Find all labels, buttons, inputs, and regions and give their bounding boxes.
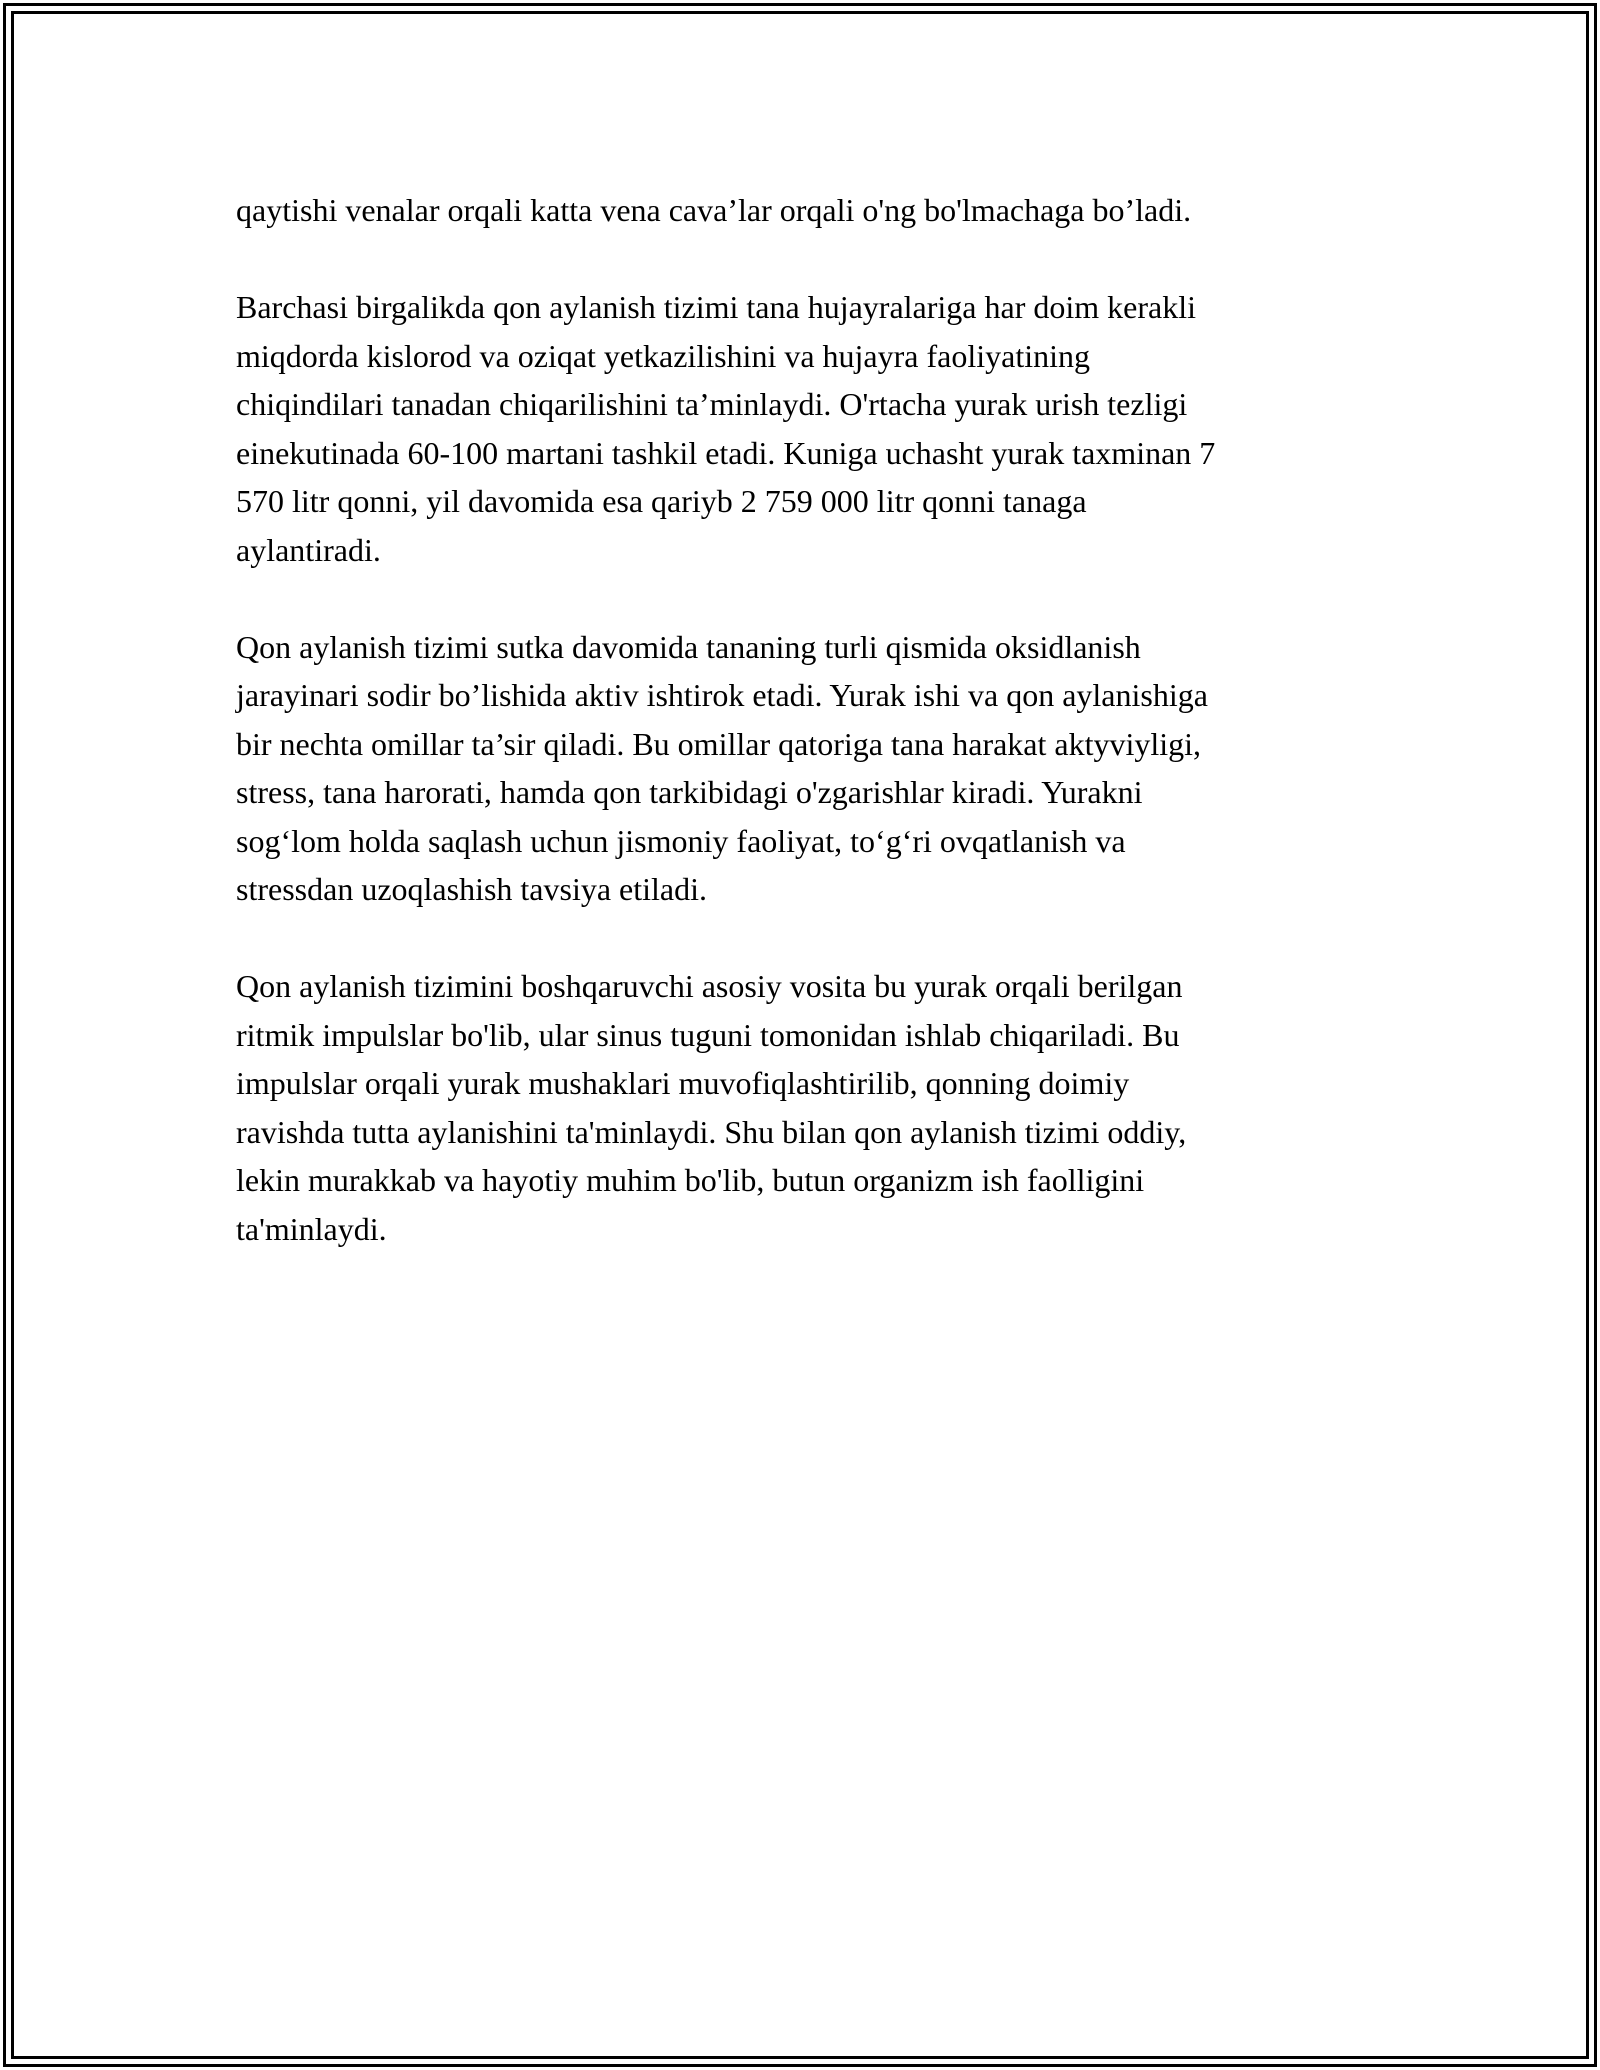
text-line: jarayinari sodir bo’lishida aktiv ishtirok etadi. Yurak ishi va qon aylanishiga <box>236 677 1208 713</box>
text-line: ta'minlaydi. <box>236 1210 387 1247</box>
text-line: stress, tana harorati, hamda qon tarkibidagi o'zgarishlar kiradi. Yurakni <box>236 774 1143 810</box>
text-line: Barchasi birgalikda qon aylanish tizimi tana hujayralariga har doim kerakli <box>236 289 1196 325</box>
document-body <box>236 186 1366 1302</box>
text-line: lekin murakkab va hayotiy muhim bo'lib, butun organizm ish faolligini <box>236 1162 1145 1198</box>
paragraph-4 <box>236 962 1366 1253</box>
text-line: qaytishi venalar orqali katta vena cava’lar orqali o'ng bo'lmachaga bo’ladi. <box>236 192 1192 228</box>
paragraph-2 <box>236 283 1366 574</box>
text-line: sog‘lom holda saqlash uchun jismoniy faoliyat, to‘g‘ri ovqatlanish va <box>236 822 1126 859</box>
text-line: stressdan uzoqlashish tavsiya etiladi. <box>236 871 708 907</box>
text-line: chiqindilari tanadan chiqarilishini ta’minlaydi. O'rtacha yurak urish tezligi <box>236 386 1188 422</box>
text-line: Qon aylanish tizimini boshqaruvchi asosiy vosita bu yurak orqali berilgan <box>236 968 1183 1004</box>
text-line: miqdorda kislorod va oziqat yetkazilishini va hujayra faoliyatining <box>236 337 1090 374</box>
text-line: 570 litr qonni, yil davomida esa qariyb 2 759 000 litr qonni tanaga <box>236 483 1087 519</box>
paragraph-3 <box>236 623 1366 914</box>
text-line: ritmik impulslar bo'lib, ular sinus tuguni tomonidan ishlab chiqariladi. Bu <box>236 1016 1180 1053</box>
text-line: bir nechta omillar ta’sir qiladi. Bu omillar qatoriga tana harakat aktyviyligi, <box>236 725 1202 762</box>
text-line: ravishda tutta aylanishini ta'minlaydi. Shu bilan qon aylanish tizimi oddiy, <box>236 1113 1187 1150</box>
text-line: Qon aylanish tizimi sutka davomida tananing turli qismida oksidlanish <box>236 628 1141 665</box>
text-line: aylantiradi. <box>236 531 381 568</box>
paragraph-1 <box>236 186 1366 235</box>
text-line: einekutinada 60-100 martani tashkil etadi. Kuniga uchasht yurak taxminan 7 <box>236 434 1216 471</box>
text-line: impulslar orqali yurak mushaklari muvofiqlashtirilib, qonning doimiy <box>236 1065 1130 1101</box>
